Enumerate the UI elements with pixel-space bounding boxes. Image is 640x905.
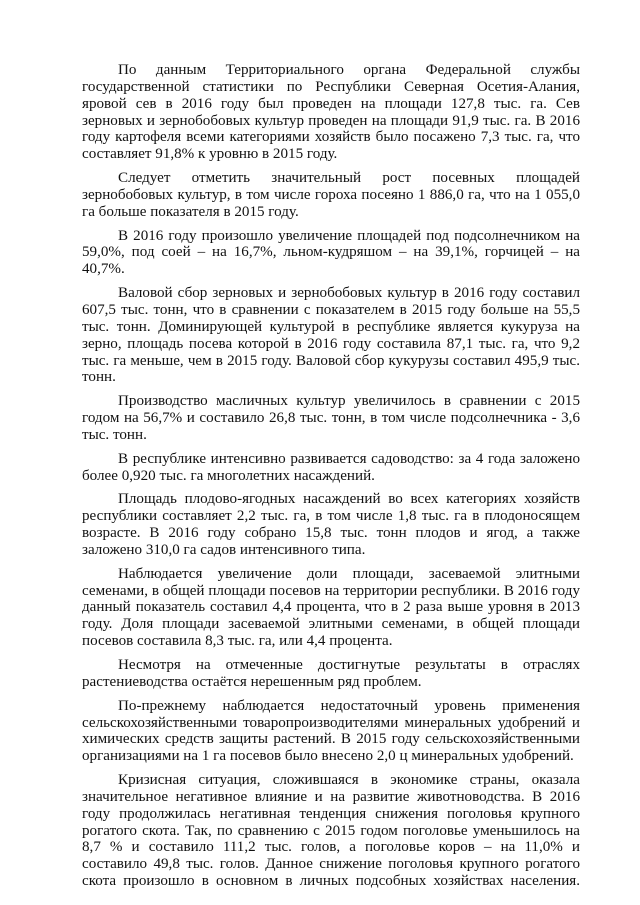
paragraph-oilseed-area: В 2016 году произошло увеличение площадей под подсолнечником на 59,0%, под соей – на 16,7%, льном-кудряшом – на 39,1%, горчицей – на 40,7%. [82, 227, 580, 278]
document-page [82, 62, 580, 890]
paragraph-problems: Несмотря на отмеченные достигнутые результаты в отраслях растениеводства остаётся нерешенным ряд проблем. [82, 657, 580, 690]
paragraph-fertilizers: По-прежнему наблюдается недостаточный уровень применения сельскохозяйственными товаропроизводителями минеральных удобрений и химических средств защиты растений. В 2015 году сельскохозяйственными организациями на 1 га посевов было внесено 2,0 ц минеральных удобрений. [82, 697, 580, 765]
paragraph-grain-harvest: Валовой сбор зерновых и зернобобовых культур в 2016 году составил 607,5 тыс. тонн, что в сравнении с показателем в 2015 году больше на 55,5 тыс. тонн. Доминирующей культурой в республике является кукуруза на зерно, площадь посева которой в 2016 году составила 87,1 тыс. га, что 9,2 тыс. га меньше, чем в 2015 году. Валовой сбор кукурузы составил 495,9 тыс. тонн. [82, 285, 580, 386]
paragraph-legume-growth: Следует отметить значительный рост посевных площадей зернобобовых культур, в том числе гороха посеяно 1 886,0 га, что на 1 055,0 га больше показателя в 2015 году. [82, 170, 580, 220]
paragraph-livestock: Кризисная ситуация, сложившаяся в экономике страны, оказала значительное негативное влияние и на развитие животноводства. В 2016 году продолжилась негативная тенденция снижения поголовья крупного рогатого скота. Так, по сравнению с 2015 годом поголовье уменьшилось на 8,7 % и составило 111,2 тыс. голов, а поголовье коров – на 11,0% и составило 49,8 тыс. голов. Данное снижение поголовья крупного рогатого скота произошло в основном в личных подсобных хозяйствах населения. [82, 772, 580, 890]
paragraph-horticulture: В республике интенсивно развивается садоводство: за 4 года заложено более 0,920 тыс. га многолетних насаждений. [82, 450, 580, 484]
paragraph-elite-seeds: Наблюдается увеличение доли площади, засеваемой элитными семенами, в общей площади посевов на территории республики. В 2016 году данный показатель составил 4,4 процента, что в 2 раза выше уровня в 2013 году. Доля площади засеваемой элитными семенами, в общей площади посевов составила 8,3 тыс. га, или 4,4 процента. [82, 565, 580, 650]
paragraph-oilseed-production: Производство масличных культур увеличилось в сравнении с 2015 годом на 56,7% и составило 26,8 тыс. тонн, в том числе подсолнечника - 3,6 тыс. тонн. [82, 393, 580, 443]
paragraph-orchards: Площадь плодово-ягодных насаждений во всех категориях хозяйств республики составляет 2,2 тыс. га, в том числе 1,8 тыс. га в плодоносящем возрасте. В 2016 году собрано 15,8 тыс. тонн плодов и ягод, а также заложено 310,0 га садов интенсивного типа. [82, 491, 580, 558]
paragraph-spring-sowing: По данным Территориального органа Федеральной службы государственной статистики по Республики Северная Осетия-Алания, яровой сев в 2016 году был проведен на площади 127,8 тыс. га. Сев зерновых и зернобобовых культур проведен на площади 91,9 тыс. га. В 2016 году картофеля всеми категориями хозяйств было посажено 7,3 тыс. га, что составляет 91,8% к уровню в 2015 году. [82, 62, 580, 163]
